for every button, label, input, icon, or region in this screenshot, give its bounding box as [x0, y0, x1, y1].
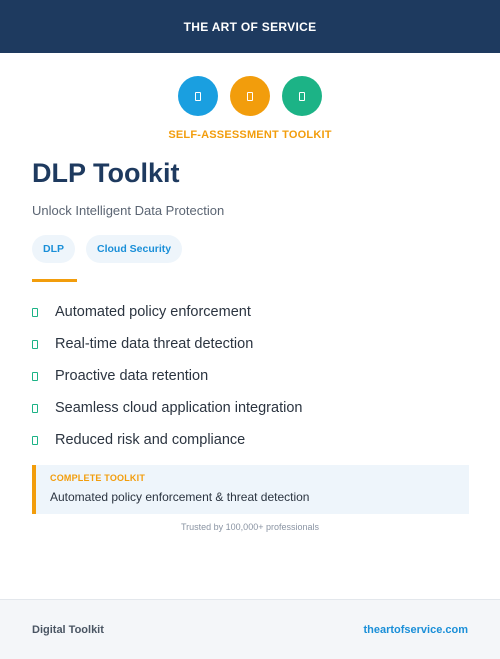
checkbox-icon — [32, 436, 38, 445]
icon-badge-orange — [230, 76, 270, 116]
feature-item — [32, 296, 302, 328]
tag-cloud-security[interactable]: Cloud Security — [86, 235, 182, 263]
checkbox-icon — [32, 308, 38, 317]
toolkit-callout — [32, 465, 469, 514]
top-banner — [0, 0, 500, 53]
callout-text: Automated policy enforcement & threat detection — [50, 490, 310, 504]
feature-text: Reduced risk and compliance — [55, 432, 246, 448]
brand-title: THE ART OF SERVICE — [183, 19, 317, 34]
feature-item — [32, 360, 302, 392]
footer-label: Digital Toolkit — [32, 623, 104, 636]
accent-divider — [32, 279, 77, 282]
page-title: DLP Toolkit — [32, 158, 180, 188]
callout-label: COMPLETE TOOLKIT — [50, 473, 146, 483]
tag-dlp[interactable]: DLP — [32, 235, 75, 263]
feature-text: Automated policy enforcement — [55, 304, 251, 320]
document-icon — [299, 92, 305, 101]
checkbox-icon — [32, 340, 38, 349]
icon-badge-green — [282, 76, 322, 116]
checkbox-icon — [32, 404, 38, 413]
feature-item — [32, 424, 302, 456]
document-icon — [247, 92, 253, 101]
feature-text: Real-time data threat detection — [55, 336, 254, 352]
footer-bar — [0, 599, 500, 659]
feature-list — [32, 296, 302, 456]
icon-row — [0, 76, 500, 116]
tag-list — [32, 235, 182, 263]
checkbox-icon — [32, 372, 38, 381]
website-link[interactable]: theartofservice.com — [363, 623, 468, 636]
page-subtitle: Unlock Intelligent Data Protection — [32, 203, 225, 218]
feature-item — [32, 328, 302, 360]
feature-text: Proactive data retention — [55, 368, 209, 384]
feature-item — [32, 392, 302, 424]
trust-note: Trusted by 100,000+ professionals — [180, 522, 319, 532]
kicker-label: SELF-ASSESSMENT TOOLKIT — [168, 129, 332, 141]
feature-text: Seamless cloud application integration — [55, 400, 303, 416]
icon-badge-blue — [178, 76, 218, 116]
document-icon — [195, 92, 201, 101]
